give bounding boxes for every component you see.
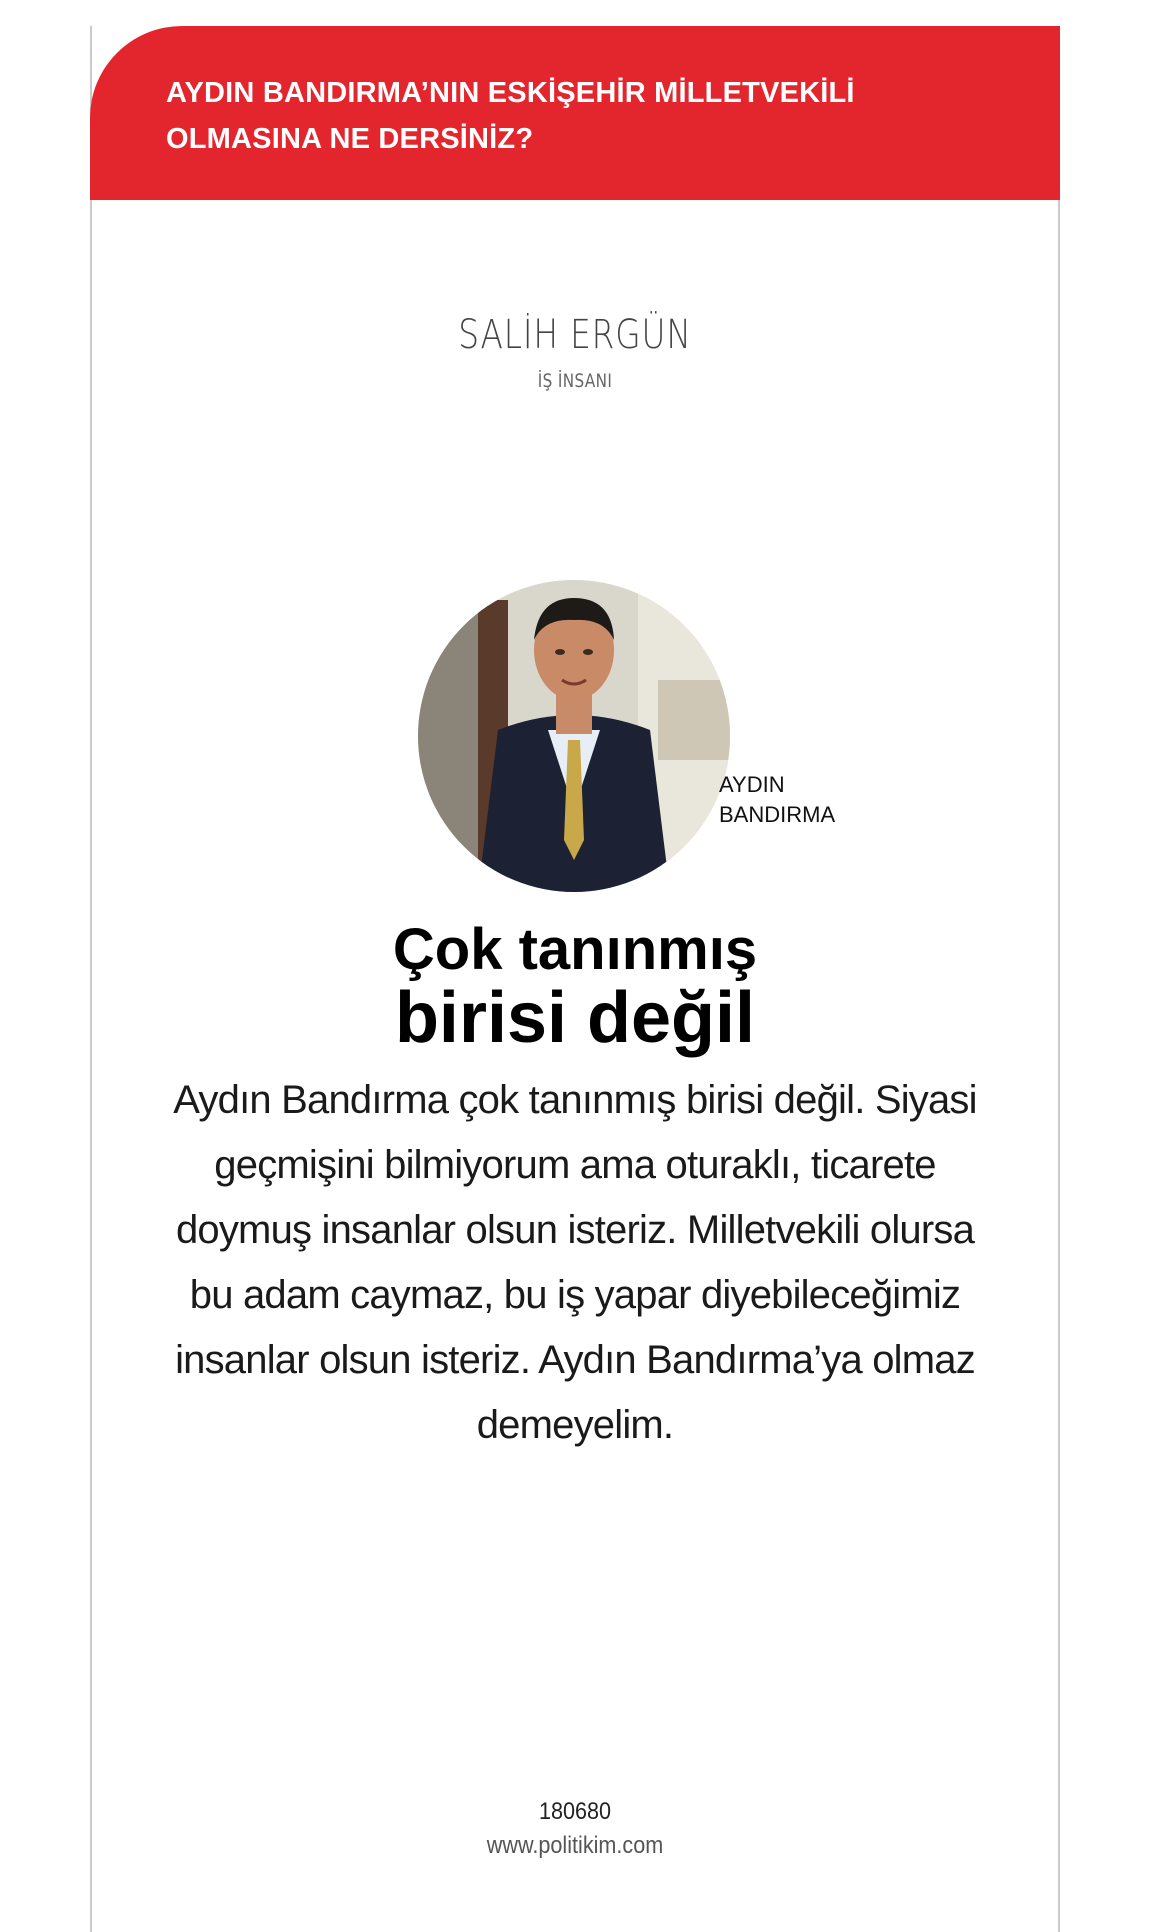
- photo-caption-line1: AYDIN: [719, 772, 785, 797]
- portrait-photo: [418, 580, 730, 892]
- footer-code: 180680: [538, 1798, 612, 1825]
- author-role: İŞ İNSANI: [537, 370, 613, 392]
- headline: [0, 917, 1150, 1058]
- author-name: SALİH ERGÜN: [458, 312, 692, 358]
- headline-line2: birisi değil: [394, 978, 756, 1058]
- footer-url[interactable]: www.politikim.com: [486, 1832, 664, 1859]
- photo-caption: [719, 770, 919, 830]
- banner-title: AYDIN BANDIRMA’NIN ESKİŞEHİR MİLLETVEKİLİ OLMASINA NE DERSİNİZ?: [166, 77, 855, 155]
- quote-body: Aydın Bandırma çok tanınmış birisi değil. Siyasi geçmişini bilmiyorum ama oturaklı, ticarete doymuş insanlar olsun isteriz. Milletvekili olursa bu adam caymaz, bu iş yapar diyebileceğimiz insanlar olsun isteriz. Aydın Bandırma’ya olmaz demeyelim.: [173, 1078, 977, 1447]
- photo-caption-line2: BANDIRMA: [719, 802, 836, 827]
- question-banner: [90, 26, 1060, 200]
- headline-line1: Çok tanınmış: [392, 917, 758, 982]
